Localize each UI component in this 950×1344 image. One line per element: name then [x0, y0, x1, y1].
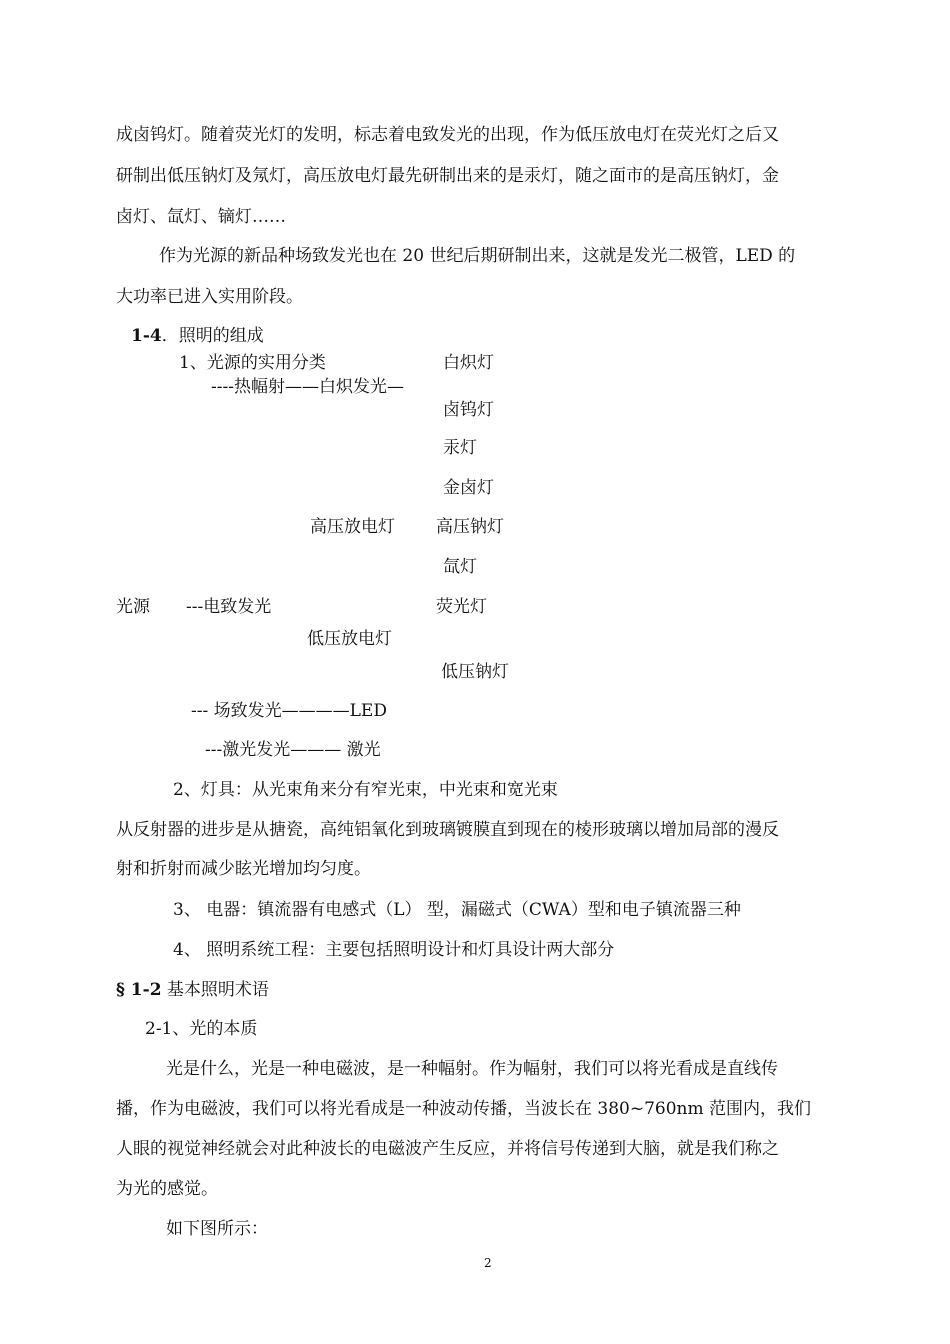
section-heading-1-2 — [116, 979, 269, 1001]
light-para-line-1: 光是什么，光是一种电磁波，是一种幅射。作为幅射，我们可以将光看成是直线传 — [166, 1059, 778, 1079]
lamp-fluorescent: 荧光灯 — [436, 597, 487, 617]
section-number: § 1-2 — [116, 980, 162, 1000]
lamp-xenon: 氙灯 — [443, 557, 477, 577]
figure-reference: 如下图所示： — [166, 1219, 268, 1239]
branch-thermal-radiation: ----热幅射——白炽发光— — [211, 377, 404, 397]
lamp-low-pressure-sodium: 低压钠灯 — [441, 662, 509, 682]
lamp-metal-halide: 金卤灯 — [443, 478, 494, 498]
lamp-incandescent: 白炽灯 — [443, 353, 494, 373]
led-para-line-1: 作为光源的新品种场致发光也在 20 世纪后期研制出来，这就是发光二极管，LED 的 — [159, 246, 796, 266]
subsection-2-1: 2-1、光的本质 — [145, 1019, 258, 1039]
group-low-pressure-discharge: 低压放电灯 — [307, 629, 392, 649]
lamp-mercury: 汞灯 — [443, 438, 477, 458]
light-para-line-3: 人眼的视觉神经就会对此种波长的电磁波产生反应，并将信号传递到大脑，就是我们称之 — [116, 1139, 779, 1159]
intro-line-3: 卤灯、氙灯、镝灯…… — [116, 207, 286, 227]
section-heading-1-4 — [131, 325, 264, 347]
lamp-high-pressure-sodium: 高压钠灯 — [436, 517, 504, 537]
branch-laser: ---激光发光——— 激光 — [205, 740, 381, 760]
section-title: ．照明的组成 — [161, 326, 264, 346]
classification-heading: 1、光源的实用分类 — [179, 353, 326, 373]
led-para-line-2: 大功率已进入实用阶段。 — [116, 287, 303, 307]
section-title: 基本照明术语 — [161, 980, 269, 1000]
intro-line-1: 成卤钨灯。随着荧光灯的发明，标志着电致发光的出现，作为低压放电灯在荧光灯之后又 — [116, 125, 779, 145]
reflector-line-2: 射和折射而减少眩光增加均匀度。 — [116, 859, 371, 879]
root-light-source: 光源 — [116, 597, 150, 617]
lamp-halogen: 卤钨灯 — [443, 400, 494, 420]
branch-electroluminescence: ---电致发光 — [186, 597, 272, 617]
reflector-line-1: 从反射器的进步是从搪瓷，高纯铝氧化到玻璃镀膜直到现在的棱形玻璃以增加局部的漫反 — [116, 820, 779, 840]
item-4-system-engineering: 4、 照明系统工程：主要包括照明设计和灯具设计两大部分 — [173, 940, 615, 960]
item-2-luminaires: 2、灯具：从光束角来分有窄光束，中光束和宽光束 — [173, 780, 558, 800]
intro-line-2: 研制出低压钠灯及氖灯，高压放电灯最先研制出来的是汞灯，随之面市的是高压钠灯，金 — [116, 166, 779, 186]
group-high-pressure-discharge: 高压放电灯 — [310, 517, 395, 537]
section-number: 1-4 — [131, 326, 162, 346]
light-para-line-2: 播，作为电磁波，我们可以将光看成是一种波动传播，当波长在 380~760nm 范围内，我们 — [116, 1099, 812, 1119]
item-3-electrical: 3、 电器：镇流器有电感式（L） 型，漏磁式（CWA）型和电子镇流器三种 — [173, 900, 741, 920]
light-para-line-4: 为光的感觉。 — [116, 1179, 218, 1199]
branch-field-emission: --- 场致发光————LED — [191, 701, 387, 721]
page-number: 2 — [484, 1256, 492, 1270]
